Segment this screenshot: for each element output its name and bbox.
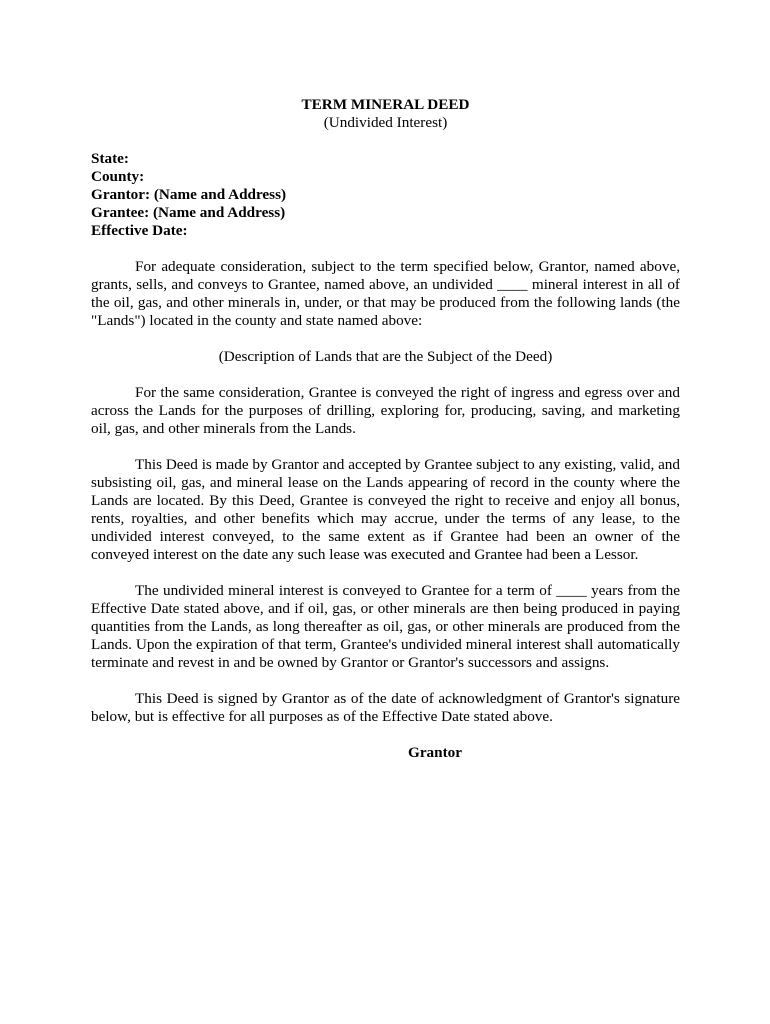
- lands-description: (Description of Lands that are the Subject of the Deed): [218, 348, 553, 365]
- signature-effective-paragraph: This Deed is signed by Grantor as of the date of acknowledgment of Grantor's signature below, but is effective for all purposes as of the Effective Date stated above.: [91, 690, 680, 725]
- document-title: TERM MINERAL DEED: [301, 96, 470, 113]
- field-state: State:: [91, 150, 129, 167]
- document-subtitle: (Undivided Interest): [323, 114, 448, 131]
- field-county: County:: [91, 168, 145, 185]
- field-grantee: Grantee: (Name and Address): [91, 204, 286, 221]
- term-paragraph: The undivided mineral interest is conveyed to Grantee for a term of ____ years from the Effective Date stated above, and if oil, gas, or other minerals are then being produced in paying quantities from the Lands, as long thereafter as oil, gas, or other minerals are produced from the Lands. Upon the expiration of that term, Grantee's undivided mineral interest shall automatically terminate and revest in and be owned by Grantor or Grantor's successors and assigns.: [91, 582, 680, 671]
- deed-fields: [91, 150, 680, 240]
- existing-lease-paragraph: This Deed is made by Grantor and accepted by Grantee subject to any existing, valid, and subsisting oil, gas, and mineral lease on the Lands appearing of record in the county where the Lands are located. By this Deed, Grantee is conveyed the right to receive and enjoy all bonus, rents, royalties, and other benefits which may accrue, under the terms of any lease, to the undivided interest conveyed, to the same extent as if Grantee had been an owner of the conveyed interest on the date any such lease was executed and Grantee had been a Lessor.: [91, 456, 680, 563]
- ingress-egress-paragraph: For the same consideration, Grantee is conveyed the right of ingress and egress over and across the Lands for the purposes of drilling, exploring for, producing, saving, and marketing oil, gas, and other minerals from the Lands.: [91, 384, 680, 437]
- grantor-signature-label: Grantor: [408, 744, 462, 761]
- conveyance-paragraph: For adequate consideration, subject to the term specified below, Grantor, named above, grants, sells, and conveys to Grantee, named above, an undivided ____ mineral interest in all of the oil, gas, and other minerals in, under, or that may be produced from the following lands (the "Lands") located in the county and state named above:: [91, 258, 680, 329]
- document-page: [91, 96, 680, 762]
- field-grantor: Grantor: (Name and Address): [91, 186, 287, 203]
- field-effective-date: Effective Date:: [91, 222, 188, 239]
